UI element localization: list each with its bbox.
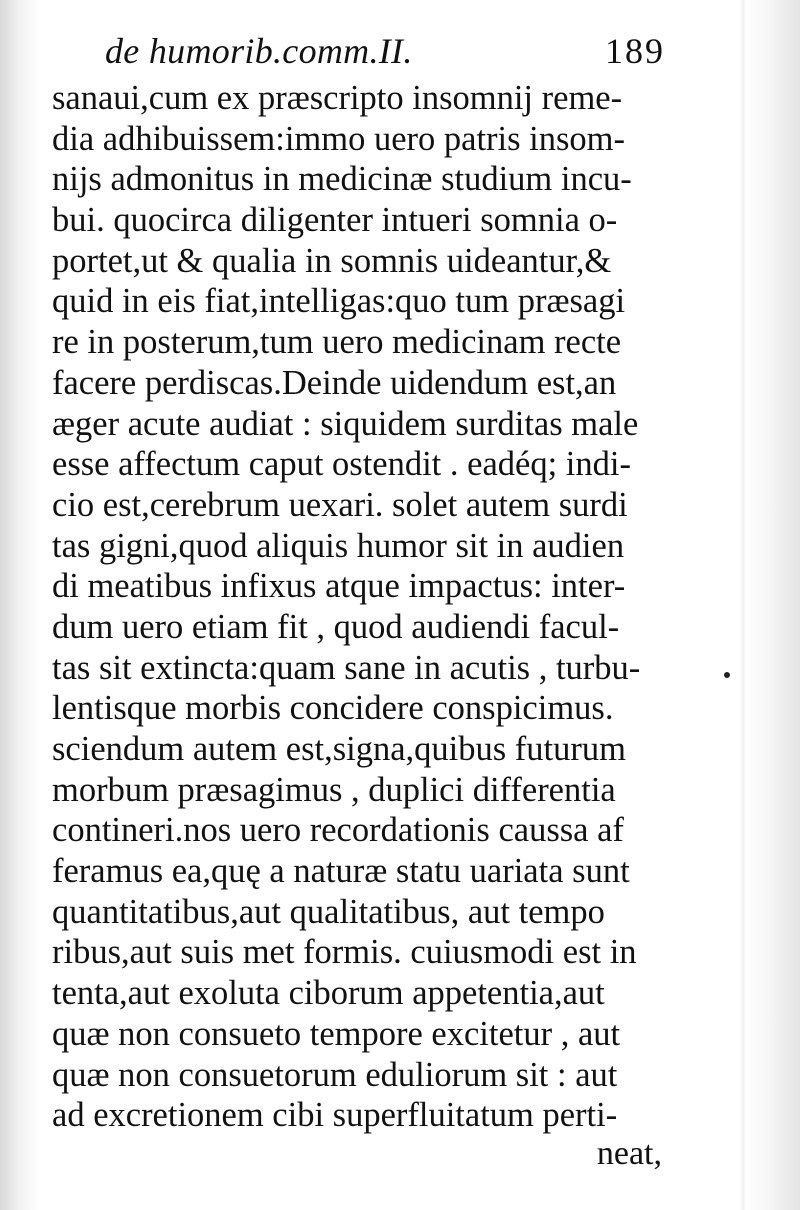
text-line: tas gigni,quod aliquis humor sit in audien — [52, 526, 625, 565]
text-line: lentisque morbis concidere conspicimus. — [52, 689, 614, 728]
text-line: di meatibus infixus atque impactus: inter- — [52, 567, 626, 606]
text-line: dia adhibuissem:immo uero patris insom- — [52, 119, 626, 158]
text-line: morbum præsagimus , duplici differentia — [52, 770, 616, 809]
page-header — [105, 26, 665, 82]
text-line: facere perdiscas.Deinde uidendum est,an — [52, 363, 617, 402]
text-line: sciendum autem est,signa,quibus futurum — [52, 730, 626, 768]
text-line: re in posterum,tum uero medicinam recte — [52, 323, 622, 362]
text-line: cio est,cerebrum uexari. solet autem surdi — [52, 485, 628, 524]
text-line: contineri.nos uero recordationis caussa af — [52, 811, 624, 850]
text-line: ad excretionem cibi superfluitatum perti- — [52, 1096, 618, 1135]
ink-speck — [724, 672, 730, 678]
page-edge-shadow — [740, 0, 746, 1210]
text-line: esse affectum caput ostendit . eadéq; indi- — [52, 445, 631, 484]
text-line: ribus,aut suis met formis. cuiusmodi est in — [52, 933, 637, 972]
text-line: sanaui,cum ex præscripto insomnij reme- — [52, 79, 623, 117]
text-line: feramus ea,quę a naturæ statu uariata sunt — [52, 852, 630, 891]
text-line: tenta,aut exoluta ciborum appetentia,aut — [52, 974, 605, 1013]
body-text — [52, 78, 662, 1136]
text-line: quantitatibus,aut qualitatibus, aut tempo — [52, 892, 605, 931]
page-number: 189 — [605, 31, 665, 71]
text-line: æger acute audiat : siquidem surditas male — [52, 404, 639, 443]
text-line: quæ non consueto tempore excitetur , aut — [52, 1014, 621, 1053]
text-line: portet,ut & qualia in somnis uideantur,& — [52, 241, 612, 280]
text-line: dum uero etiam fit , quod audiendi facul- — [52, 607, 620, 646]
text-line: quid in eis fiat,intelligas:quo tum præsagi — [52, 282, 626, 321]
catchword: neat, — [596, 1135, 662, 1172]
running-head: de humorib.comm.II. — [105, 31, 413, 71]
text-line: quæ non consuetorum eduliorum sit : aut — [52, 1055, 618, 1094]
text-line: tas sit extincta:quam sane in acutis , turbu- — [52, 648, 641, 687]
text-line: bui. quocirca diligenter intueri somnia o- — [52, 201, 618, 240]
text-line: nijs admonitus in medicinæ studium incu- — [52, 160, 632, 199]
